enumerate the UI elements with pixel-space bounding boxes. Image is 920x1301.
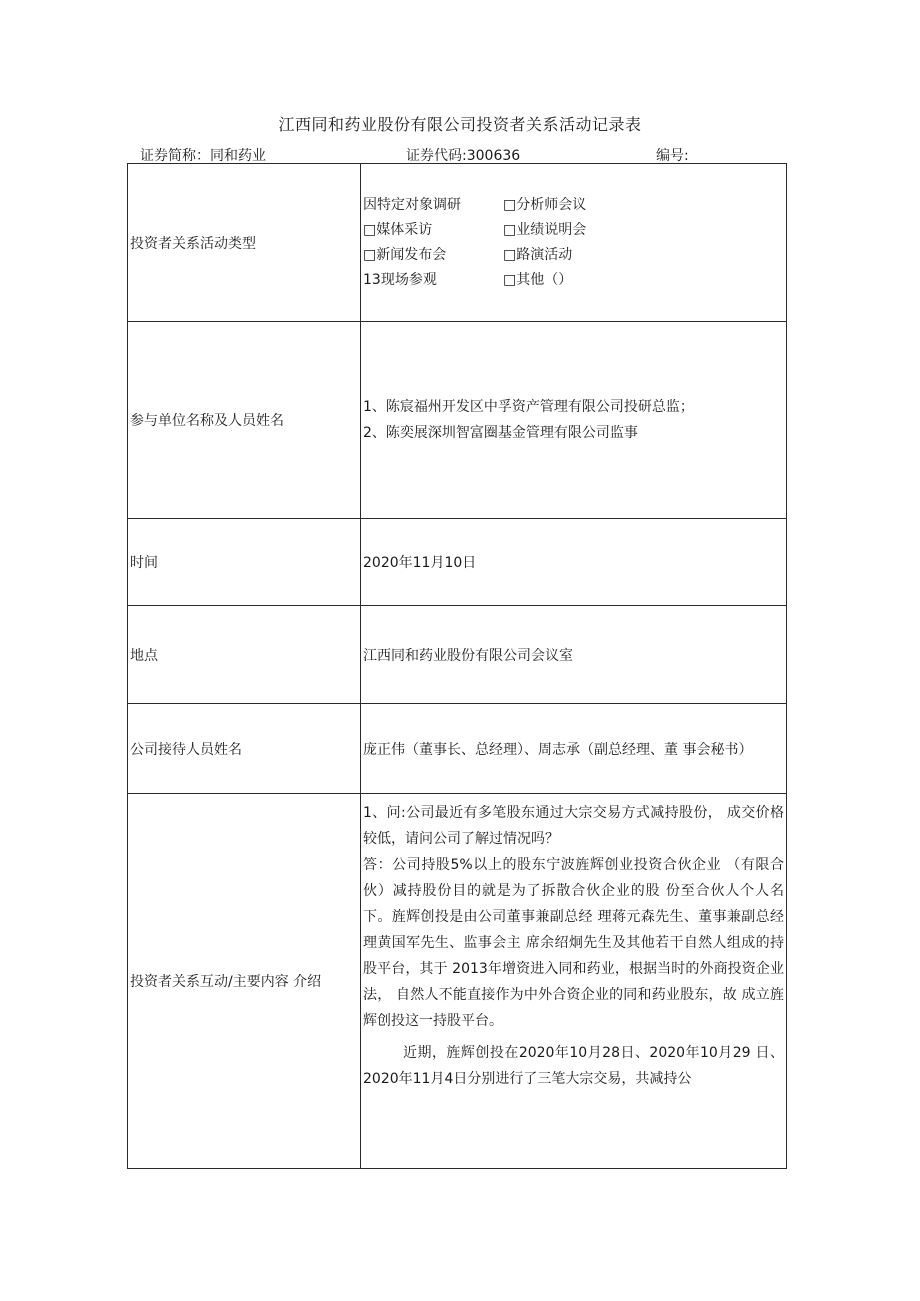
activity-type-options xyxy=(361,164,787,322)
content-value xyxy=(361,794,787,1169)
participants-value xyxy=(361,322,787,519)
row-participants xyxy=(128,322,787,519)
label-participants: 参与单位名称及人员姓名 xyxy=(128,322,361,519)
option-row xyxy=(363,193,786,218)
label-activity-type: 投资者关系活动类型 xyxy=(128,164,361,322)
participant-line: 2、陈奕展深圳智富圈基金管理有限公司监事 xyxy=(363,425,638,441)
participant-line: 1、陈宸福州开发区中孚资产管理有限公司投研总监； xyxy=(363,399,694,415)
option-specific-research[interactable]: 因特定对象调研 xyxy=(363,196,461,213)
row-place xyxy=(128,606,787,704)
question-text: 1、问:公司最近有多笔股东通过大宗交易方式减持股份， 成交价格较低，请问公司了解过情况吗？ xyxy=(363,805,784,847)
option-media-interview[interactable]: □媒体采访 xyxy=(363,221,433,238)
row-content xyxy=(128,794,787,1169)
label-time: 时间 xyxy=(128,519,361,606)
option-press-conference[interactable]: □新闻发布会 xyxy=(363,246,447,263)
recent-text: 近期，旌辉创投在2020年10月28日、2020年10月29 日、2020年11月4日分别进行了三笔大宗交易，共减持公 xyxy=(363,1045,784,1087)
option-other[interactable]: □其他（） xyxy=(503,271,573,288)
label-reception: 公司接待人员姓名 xyxy=(128,704,361,794)
record-table xyxy=(127,163,787,1169)
answer-text: 答：公司持股5%以上的股东宁波旌辉创业投资合伙企业 （有限合伙）减持股份目的就是为了拆散合伙企业的股 份至合伙人个人名下。旌辉创投是由公司董事兼副总经 理蒋元森先生、董事兼副总经理黄国军先生、监事会主 席余绍炯先生及其他若干自然人组成的持股平台，其于 2013年增资进入同和药业，根据当时的外商投资企业法， 自然人不能直接作为中外合资企业的同和药业股东，故 成立旌辉创投这一持股平台。 xyxy=(363,857,784,1029)
option-row xyxy=(363,268,786,293)
row-activity-type xyxy=(128,164,787,322)
option-row xyxy=(363,218,786,243)
option-site-visit[interactable]: 13现场参观 xyxy=(363,271,437,288)
row-reception xyxy=(128,704,787,794)
option-roadshow[interactable]: □路演活动 xyxy=(503,246,573,263)
option-earnings-call[interactable]: □业绩说明会 xyxy=(503,221,587,238)
label-place: 地点 xyxy=(128,606,361,704)
record-number: 编号: xyxy=(656,148,689,164)
security-code: 证券代码:300636 xyxy=(406,148,521,164)
label-content: 投资者关系互动/主要内容 介绍 xyxy=(128,794,361,1169)
row-time xyxy=(128,519,787,606)
place-value: 江西同和药业股份有限公司会议室 xyxy=(361,606,787,704)
security-short-name: 证券简称：同和药业 xyxy=(140,148,266,164)
option-analyst-meeting[interactable]: □分析师会议 xyxy=(503,196,587,213)
reception-value: 庞正伟（董事长、总经理）、周志承（副总经理、董 事会秘书） xyxy=(361,704,787,794)
time-value: 2020年11月10日 xyxy=(361,519,787,606)
document-title: 江西同和药业股份有限公司投资者关系活动记录表 xyxy=(278,115,642,134)
option-row xyxy=(363,243,786,268)
